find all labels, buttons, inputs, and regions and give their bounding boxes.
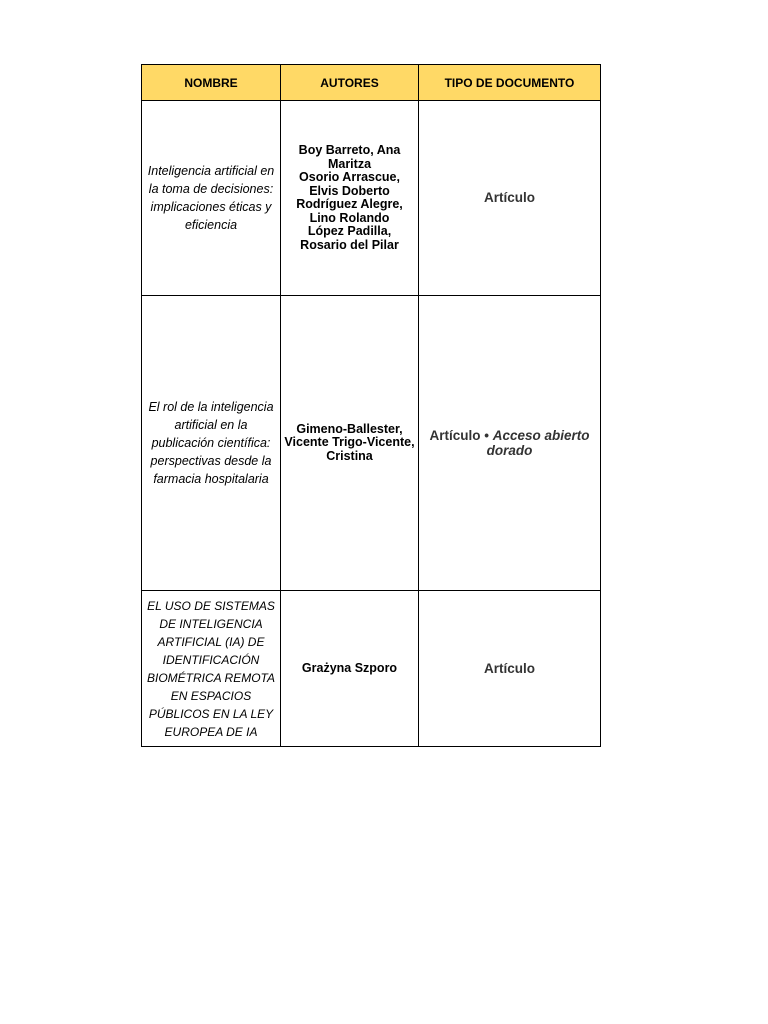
cell-nombre bbox=[142, 296, 281, 591]
document-type: Artículo bbox=[483, 190, 535, 205]
document-title: EL USO DE SISTEMAS DE INTELIGENCIA ARTIFICIAL (IA) DE IDENTIFICACIÓN BIOMÉTRICA REMOTA EN ESPACIOS PÚBLICOS EN LA LEY EUROPEA DE IA bbox=[146, 598, 275, 739]
table-row bbox=[142, 101, 601, 296]
cell-autores bbox=[281, 296, 419, 591]
author-name: López Padilla, Rosario del Pilar bbox=[300, 224, 399, 252]
cell-tipo bbox=[419, 296, 601, 591]
bullet-separator: • bbox=[484, 428, 489, 443]
cell-tipo bbox=[419, 591, 601, 747]
author-list bbox=[283, 144, 416, 252]
document-type: Artículo bbox=[429, 428, 481, 443]
document-type-block bbox=[421, 428, 598, 458]
document-title: El rol de la inteligencia artificial en la publicación científica: perspectivas desde la farmacia hospitalaria bbox=[148, 400, 274, 486]
cell-nombre bbox=[142, 101, 281, 296]
cell-autores bbox=[281, 591, 419, 747]
author-name: Gimeno-Ballester, Vicente Trigo-Vicente, Cristina bbox=[284, 421, 415, 463]
header-autores: AUTORES bbox=[281, 65, 419, 101]
author-name: Osorio Arrascue, Elvis Doberto bbox=[299, 170, 400, 198]
table-header-row bbox=[142, 65, 601, 101]
access-type: Acceso abierto dorado bbox=[486, 428, 590, 458]
cell-tipo bbox=[419, 101, 601, 296]
author-name: Grażyna Szporo bbox=[301, 660, 398, 675]
cell-nombre bbox=[142, 591, 281, 747]
table-row bbox=[142, 591, 601, 747]
documents-table bbox=[141, 64, 601, 747]
document-type: Artículo bbox=[483, 660, 535, 676]
cell-autores bbox=[281, 101, 419, 296]
document-title: Inteligencia artificial en la toma de decisiones: implicaciones éticas y eficiencia bbox=[147, 164, 275, 232]
author-name: Boy Barreto, Ana Maritza bbox=[298, 143, 401, 171]
author-list bbox=[283, 423, 416, 464]
author-name: Rodríguez Alegre, Lino Rolando bbox=[296, 197, 403, 225]
table-row bbox=[142, 296, 601, 591]
author-list bbox=[283, 662, 416, 676]
header-tipo-documento: TIPO DE DOCUMENTO bbox=[419, 65, 601, 101]
header-nombre: NOMBRE bbox=[142, 65, 281, 101]
